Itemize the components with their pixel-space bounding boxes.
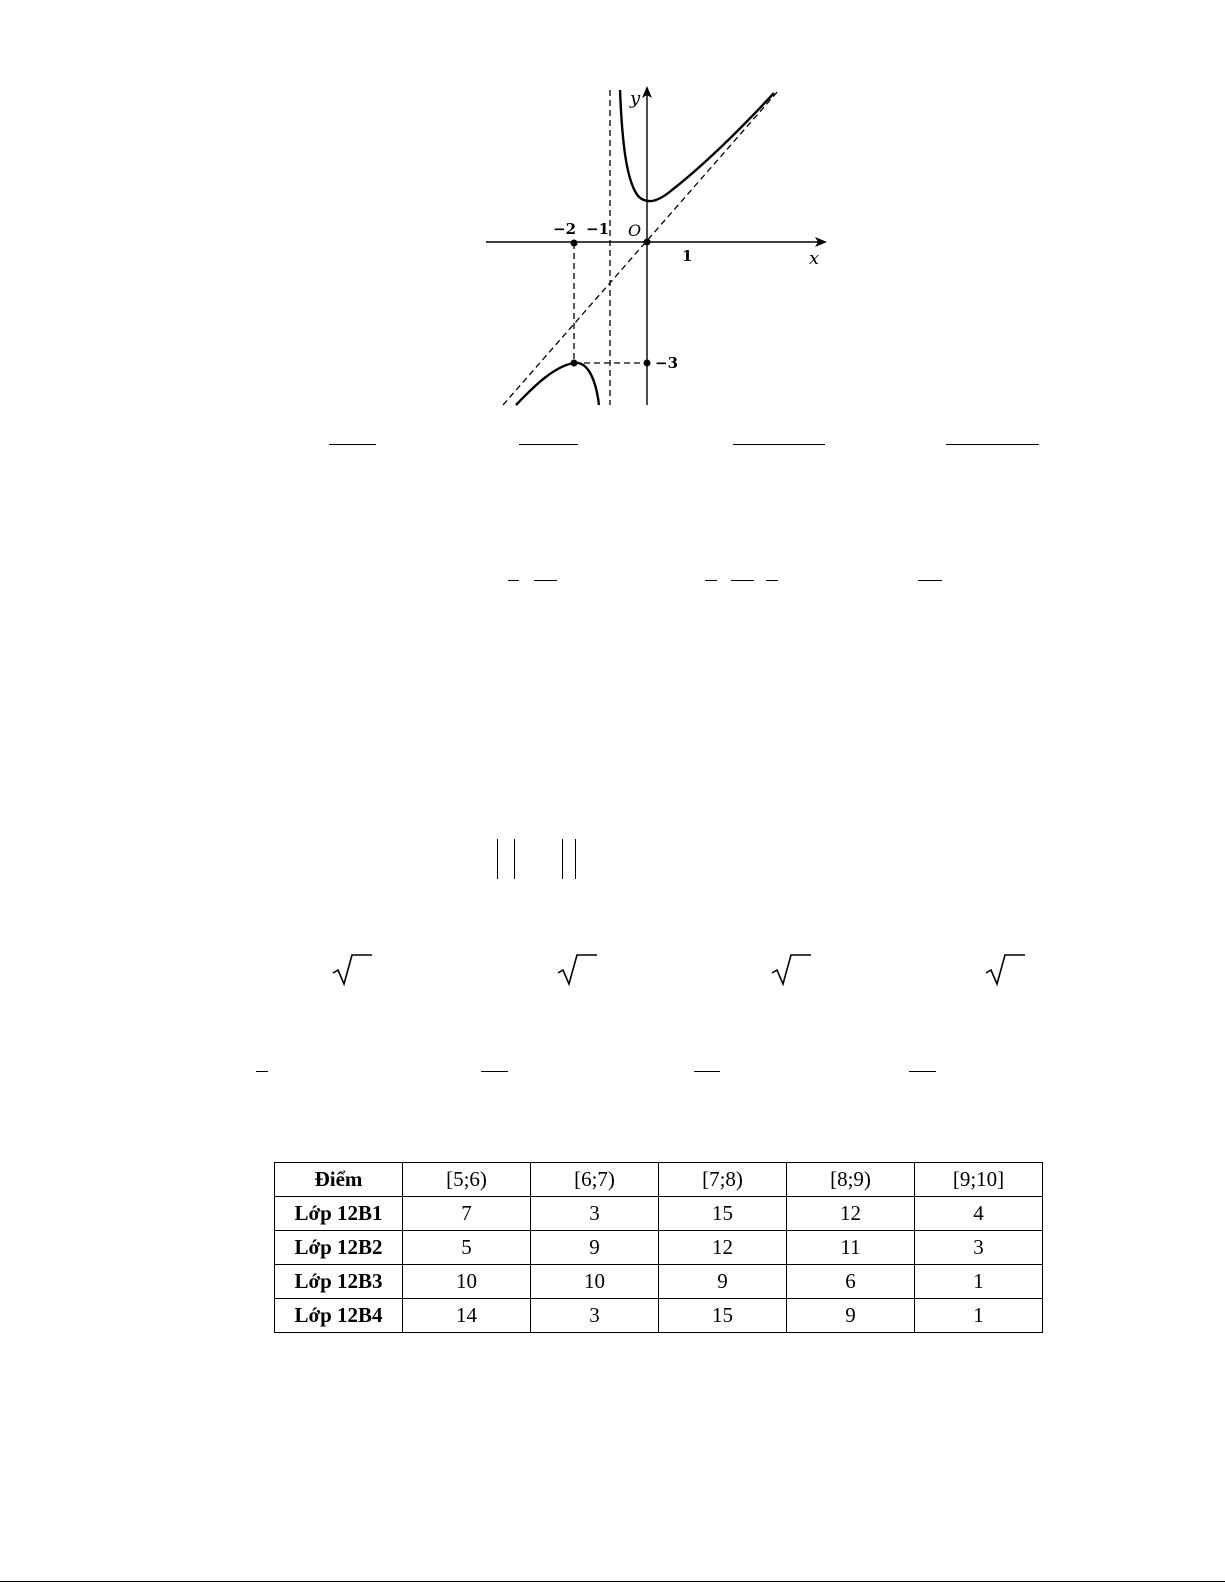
sqrt-sign bbox=[771, 953, 811, 987]
row-label: Lớp 12B1 bbox=[275, 1197, 403, 1231]
abs-bar bbox=[514, 839, 515, 879]
lower-branch bbox=[516, 363, 599, 405]
table-row bbox=[275, 1197, 1043, 1231]
table-cell: 12 bbox=[787, 1197, 915, 1231]
sqrt-sign bbox=[332, 953, 372, 987]
sqrt-sign bbox=[557, 953, 597, 987]
table-cell: 5 bbox=[403, 1231, 531, 1265]
table-cell: 3 bbox=[915, 1231, 1043, 1265]
table-cell: 1 bbox=[915, 1299, 1043, 1333]
table-cell: 10 bbox=[531, 1265, 659, 1299]
table-cell: 10 bbox=[403, 1265, 531, 1299]
table-row bbox=[275, 1265, 1043, 1299]
table-header-row bbox=[275, 1163, 1043, 1197]
table-cell: 15 bbox=[659, 1299, 787, 1333]
fraction-bar bbox=[481, 1071, 508, 1072]
origin-label: O bbox=[628, 221, 642, 240]
fraction-bar bbox=[256, 1071, 268, 1072]
fraction-bar bbox=[946, 444, 1039, 445]
function-graph bbox=[0, 0, 1225, 420]
header-cell: [5;6) bbox=[403, 1163, 531, 1197]
table-cell: 9 bbox=[531, 1231, 659, 1265]
oblique-asymptote bbox=[503, 90, 779, 405]
row-label: Lớp 12B2 bbox=[275, 1231, 403, 1265]
fraction-bar bbox=[918, 580, 942, 581]
y-axis-label: y bbox=[630, 88, 641, 109]
header-cell: Điểm bbox=[275, 1163, 403, 1197]
row-label: Lớp 12B4 bbox=[275, 1299, 403, 1333]
table-cell: 7 bbox=[403, 1197, 531, 1231]
row-label: Lớp 12B3 bbox=[275, 1265, 403, 1299]
fraction-bar bbox=[705, 580, 717, 581]
table-cell: 6 bbox=[787, 1265, 915, 1299]
table-cell: 4 bbox=[915, 1197, 1043, 1231]
tick-label-neg-two: −2 bbox=[553, 220, 577, 238]
fraction-bar bbox=[519, 444, 578, 445]
point-neg-two bbox=[571, 240, 578, 247]
table-cell: 14 bbox=[403, 1299, 531, 1333]
abs-bar bbox=[497, 839, 498, 879]
fraction-bar bbox=[909, 1071, 936, 1072]
table-row bbox=[275, 1299, 1043, 1333]
table-row bbox=[275, 1231, 1043, 1265]
table-cell: 3 bbox=[531, 1299, 659, 1333]
fraction-bar bbox=[766, 580, 778, 581]
header-cell: [9;10] bbox=[915, 1163, 1043, 1197]
table-cell: 9 bbox=[659, 1265, 787, 1299]
header-cell: [7;8) bbox=[659, 1163, 787, 1197]
table-cell: 15 bbox=[659, 1197, 787, 1231]
point-neg-three bbox=[644, 360, 651, 367]
fraction-bar bbox=[508, 580, 519, 581]
x-axis-label: x bbox=[809, 248, 820, 269]
abs-bar bbox=[575, 839, 576, 879]
sqrt-sign bbox=[985, 953, 1025, 987]
header-cell: [8;9) bbox=[787, 1163, 915, 1197]
tick-label-one: 1 bbox=[682, 247, 693, 265]
table-cell: 11 bbox=[787, 1231, 915, 1265]
table-cell: 9 bbox=[787, 1299, 915, 1333]
tick-label-neg-three: −3 bbox=[655, 354, 679, 372]
fraction-bar bbox=[731, 580, 754, 581]
abs-bar bbox=[562, 839, 563, 879]
fraction-bar bbox=[534, 580, 557, 581]
fraction-bar bbox=[329, 444, 376, 445]
fraction-bar bbox=[694, 1071, 720, 1072]
table-cell: 3 bbox=[531, 1197, 659, 1231]
table-cell: 12 bbox=[659, 1231, 787, 1265]
table-cell: 1 bbox=[915, 1265, 1043, 1299]
point-extremum bbox=[571, 360, 578, 367]
grades-table bbox=[274, 1162, 1043, 1333]
page-bottom-rule bbox=[0, 1581, 1225, 1582]
tick-label-neg-one: −1 bbox=[586, 220, 610, 238]
point-origin bbox=[644, 239, 651, 246]
fraction-bar bbox=[733, 444, 825, 445]
header-cell: [6;7) bbox=[531, 1163, 659, 1197]
